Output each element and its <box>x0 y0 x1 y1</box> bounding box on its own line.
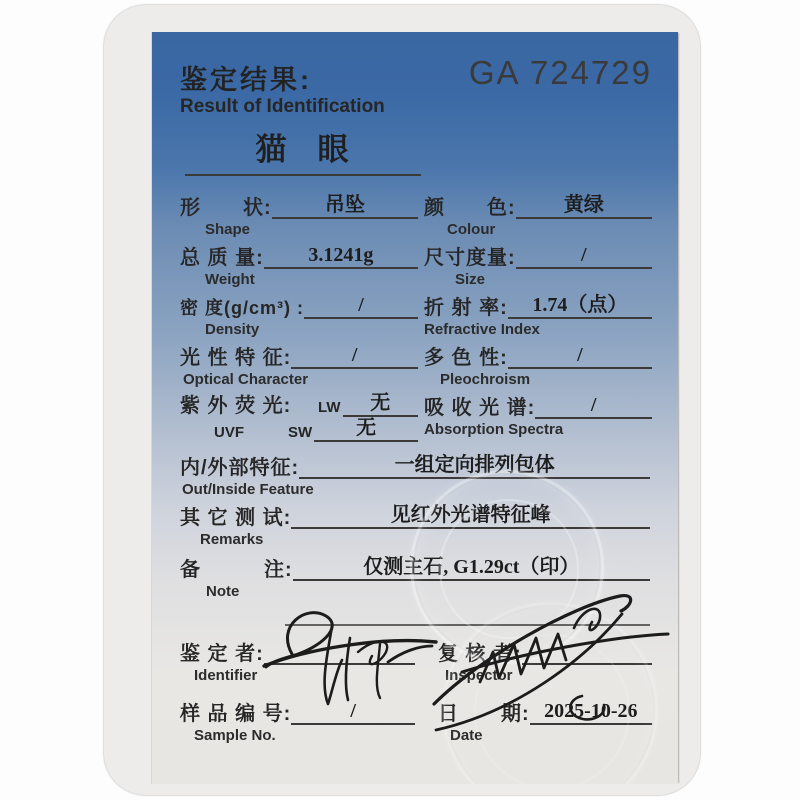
remarks-underline: 见红外光谱特征峰 <box>291 505 650 529</box>
absorption-underline: / <box>535 395 652 419</box>
field-absorption-spectra: 吸 收 光 谱: / Absorption Spectra <box>424 392 652 439</box>
field-date: 日 期: 2025-10-26 Date <box>438 698 652 745</box>
certificate-print-area <box>152 32 678 784</box>
lw-label: LW <box>318 399 341 416</box>
uvf-lw-underline: 无 <box>343 393 419 417</box>
field-sample-no: 样 品 编 号: / Sample No. <box>180 698 415 745</box>
field-density: 密 度(g/cm³) : / Density <box>180 292 418 339</box>
field-pleochroism: 多 色 性: / Pleochroism <box>424 342 652 389</box>
date-underline: 2025-10-26 <box>530 701 652 725</box>
field-colour: 颜 色: 黄绿 Colour <box>424 192 652 239</box>
field-inspector: 复 核 者: Inspector <box>438 638 652 685</box>
identifier-signature <box>262 600 444 708</box>
identification-result: 猫 眼 <box>255 132 349 167</box>
optical-underline: / <box>291 345 418 369</box>
report-number: GA 724729 <box>468 54 652 91</box>
field-shape: 形 状: 吊坠 Shape <box>180 192 418 239</box>
weight-underline: 3.1241g <box>264 245 418 269</box>
density-underline: / <box>304 295 418 319</box>
colour-underline: 黄绿 <box>516 195 652 219</box>
ri-underline: 1.74（点） <box>508 295 652 319</box>
field-remarks: 其 它 测 试: 见红外光谱特征峰 Remarks <box>180 502 650 549</box>
field-uv-fluorescence: 紫 外 荧 光: LW 无 UVF SW 无 <box>180 390 418 442</box>
field-identifier: 鉴 定 者: Identifier <box>180 638 415 685</box>
field-weight: 总 质 量: 3.1241g Weight <box>180 242 418 289</box>
result-underline <box>185 174 421 176</box>
title-en: Result of Identification <box>180 96 385 117</box>
size-underline: / <box>516 245 652 269</box>
field-optical-character: 光 性 特 征: / Optical Character <box>180 342 418 389</box>
uvf-sw-underline: 无 <box>314 418 418 442</box>
field-inclusion-feature: 内/外部特征: 一组定向排列包体 Out/Inside Feature <box>180 452 650 499</box>
title-zh: 鉴定结果: <box>180 65 312 95</box>
shape-underline: 吊坠 <box>272 195 418 219</box>
pleochroism-underline: / <box>508 345 652 369</box>
field-note: 备 注: 仅测主石, G1.29ct（印） Note <box>180 554 650 601</box>
sample-no-underline: / <box>291 701 415 725</box>
inspector-signature <box>424 584 672 752</box>
field-refractive-index: 折 射 率: 1.74（点） Refractive Index <box>424 292 652 339</box>
sw-label: SW <box>288 424 313 441</box>
field-size: 尺寸度量: / Size <box>424 242 652 289</box>
note-underline: 仅测主石, G1.29ct（印） <box>293 557 650 581</box>
feature-underline: 一组定向排列包体 <box>299 455 650 479</box>
certificate-card <box>104 5 700 795</box>
